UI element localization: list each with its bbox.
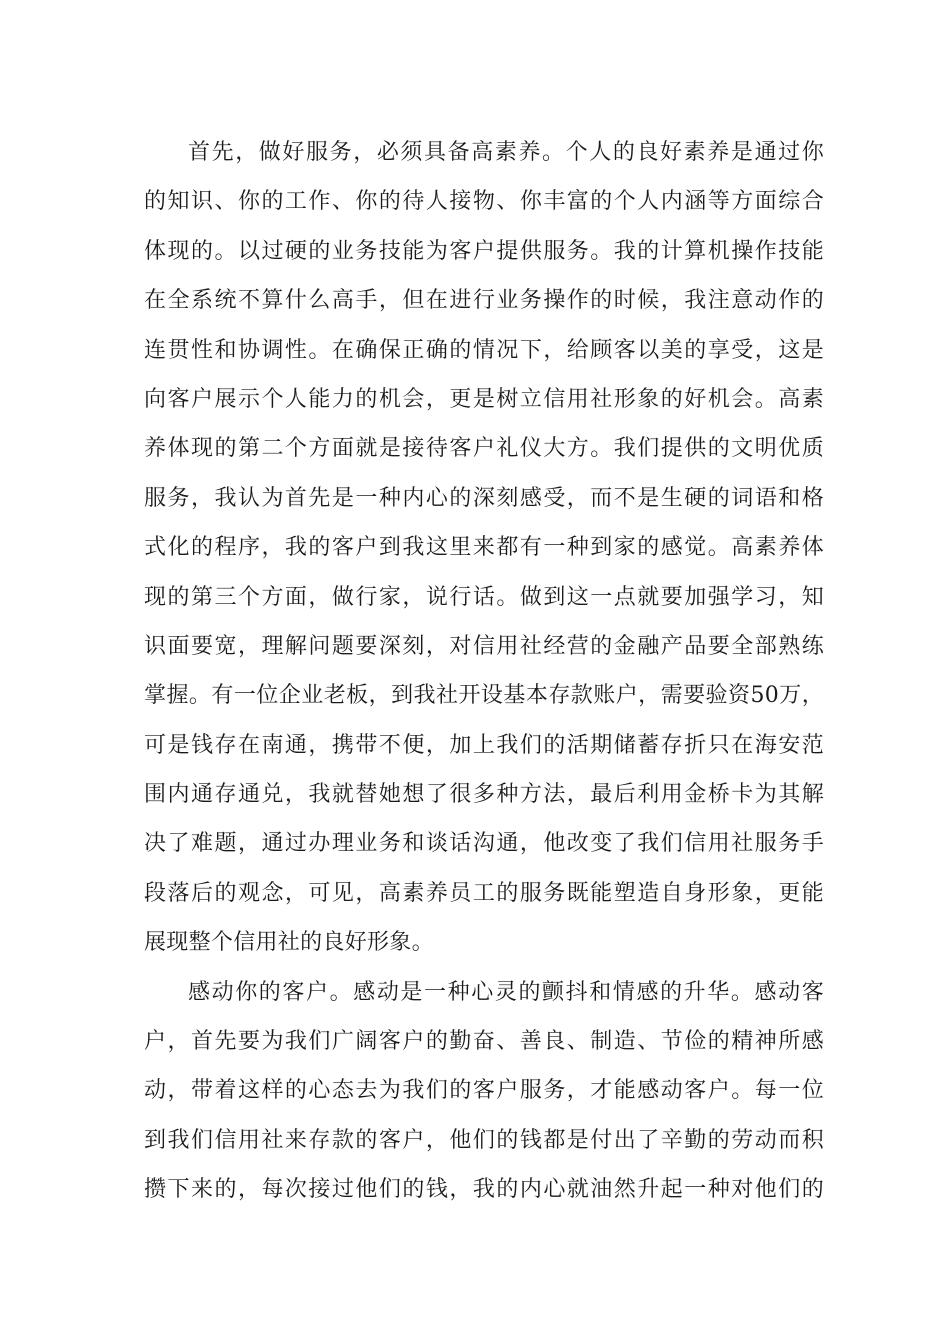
paragraph-1-line-17: 展现整个信用社的良好形象。 — [144, 930, 434, 956]
paragraph-1-line-16: 段落后的观念，可见，高素养员工的服务既能塑造自身形象，更能 — [144, 880, 824, 906]
paragraph-2-line-5: 攒下来的，每次接过他们的钱，我的内心就油然升起一种对他们的 — [144, 1177, 824, 1203]
paragraph-1-line-15: 决了难题，通过办理业务和谈话沟通，他改变了我们信用社服务手 — [144, 831, 824, 857]
paragraph-1-line-8: 服务，我认为首先是一种内心的深刻感受，而不是生硬的词语和格 — [144, 485, 824, 511]
paragraph-1-line-12: 掌握。有一位企业老板，到我社开设基本存款账户，需要验资50万， — [144, 683, 824, 709]
paragraph-2-line-4: 到我们信用社来存款的客户，他们的钱都是付出了辛勤的劳动而积 — [144, 1127, 824, 1153]
paragraph-1-line-10: 现的第三个方面，做行家，说行话。做到这一点就要加强学习，知 — [144, 584, 824, 610]
paragraph-1-line-13: 可是钱存在南通，携带不便，加上我们的活期储蓄存折只在海安范 — [144, 732, 824, 758]
paragraph-1-line-1: 首先，做好服务，必须具备高素养。个人的良好素养是通过你 — [188, 140, 824, 165]
paragraph-2-line-1: 感动你的客户。感动是一种心灵的颤抖和情感的升华。感动客 — [188, 979, 824, 1005]
paragraph-1-line-7: 养体现的第二个方面就是接待客户礼仪大方。我们提供的文明优质 — [144, 436, 824, 462]
paragraph-1-line-6: 向客户展示个人能力的机会，更是树立信用社形象的好机会。高素 — [144, 386, 824, 412]
paragraph-1-line-4: 在全系统不算什么高手，但在进行业务操作的时候，我注意动作的 — [144, 288, 824, 314]
paragraph-1-line-3: 体现的。以过硬的业务技能为客户提供服务。我的计算机操作技能 — [144, 238, 824, 264]
paragraph-2-line-2: 户，首先要为我们广阔客户的勤奋、善良、制造、节俭的精神所感 — [144, 1029, 824, 1055]
paragraph-1-line-11: 识面要宽，理解问题要深刻，对信用社经营的金融产品要全部熟练 — [144, 633, 824, 659]
paragraph-1-line-5: 连贯性和协调性。在确保正确的情况下，给顾客以美的享受，这是 — [144, 337, 824, 363]
paragraph-1-line-14: 围内通存通兑，我就替她想了很多种方法，最后利用金桥卡为其解 — [144, 782, 824, 808]
paragraph-1-line-9: 式化的程序，我的客户到我这里来都有一种到家的感觉。高素养体 — [144, 535, 824, 561]
body-text — [144, 128, 824, 1215]
paragraph-1-line-2: 的知识、你的工作、你的待人接物、你丰富的个人内涵等方面综合 — [144, 189, 824, 215]
paragraph-2-line-3: 动，带着这样的心态去为我们的客户服务，才能感动客户。每一位 — [144, 1078, 824, 1104]
